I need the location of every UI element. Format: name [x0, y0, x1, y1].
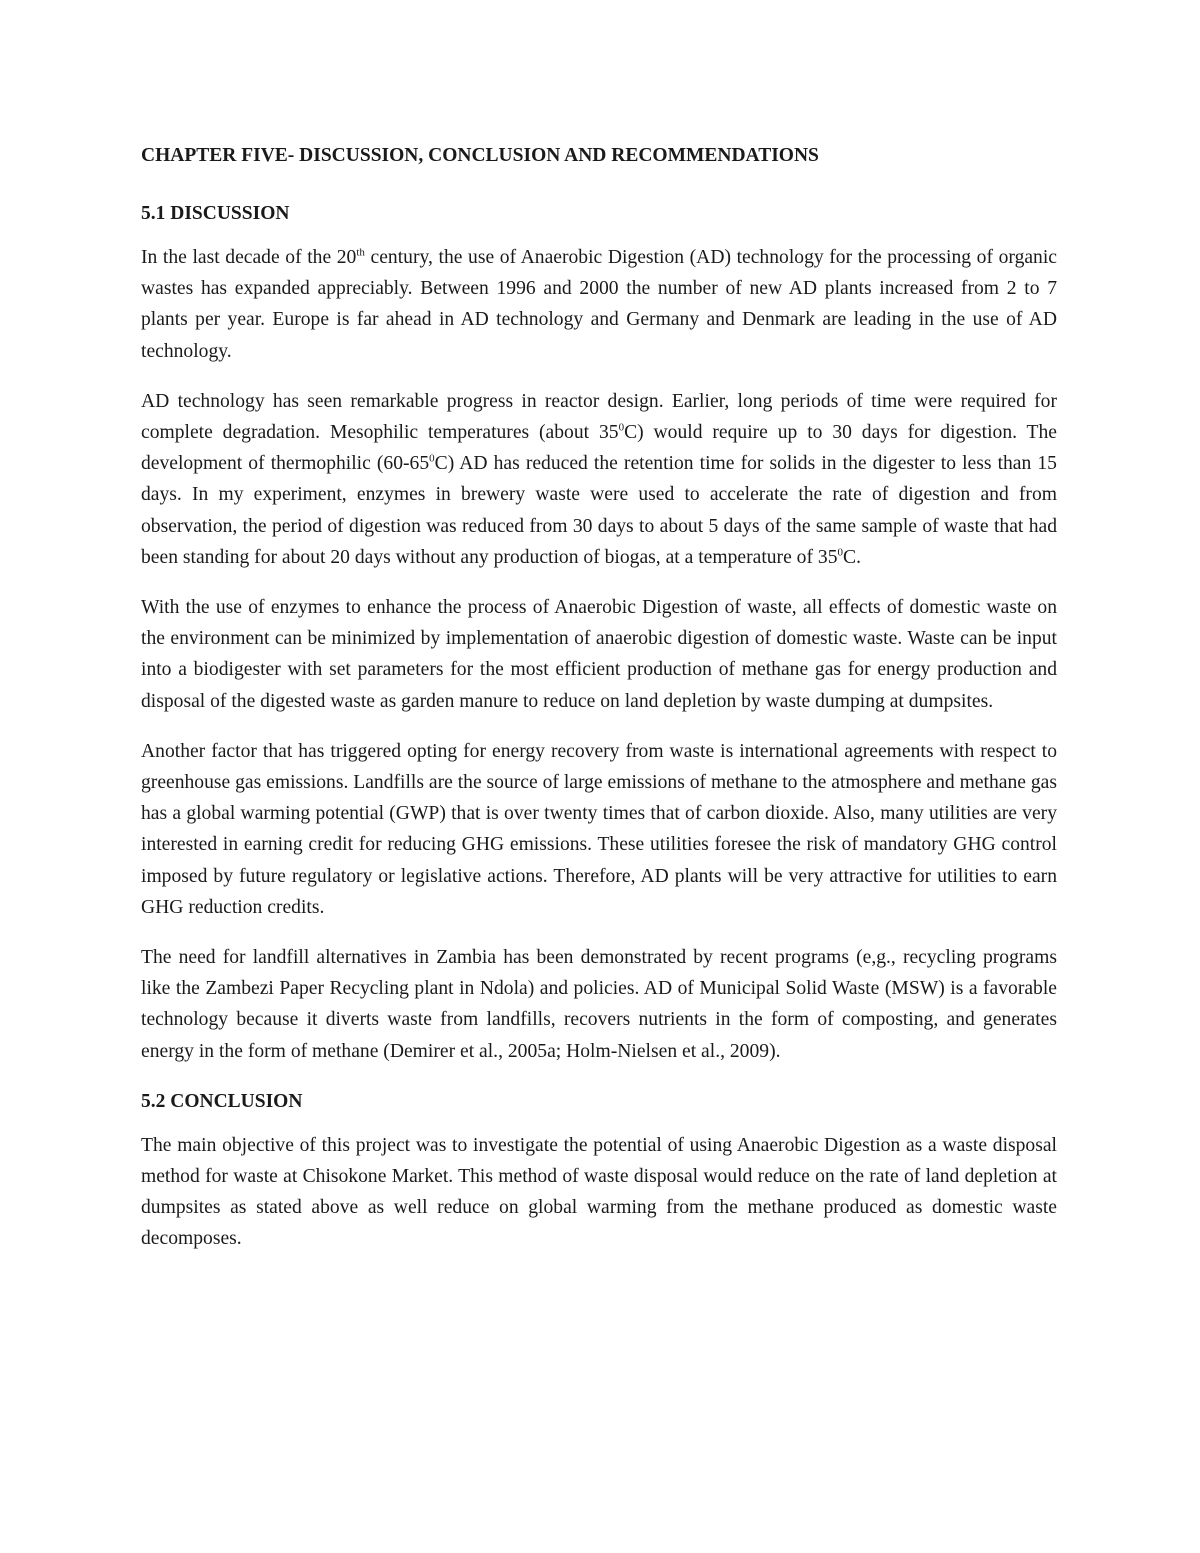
document-page	[141, 140, 1057, 1274]
text-run: C) AD has reduced the retention time for solids in the digester to less than 15 days. In my experiment, enzymes in brewery waste were used to accelerate the rate of digestion and from observation, the period of digestion was reduced from 30 days to about 5 days of the same sample of waste that had been standing for about 20 days without any production of biogas, at a temperature of 35	[141, 453, 1057, 568]
text-run: C.	[843, 546, 861, 568]
section-heading-conclusion: 5.2 CONCLUSION	[141, 1090, 303, 1112]
conclusion-paragraph-1: The main objective of this project was to investigate the potential of using Anaerobic Digestion as a waste disposal method for waste at Chisokone Market. This method of waste disposal would reduce on the rate of land depletion at dumpsites as stated above as well reduce on global warming from the methane produced as domestic waste decomposes.	[141, 1134, 1057, 1250]
section-heading-discussion: 5.1 DISCUSSION	[141, 203, 290, 224]
text-run: AD technology has seen remarkable progress in reactor design. Earlier, long periods of time were required for complete degradation. Mesophilic temperatures (about 35	[141, 390, 1057, 444]
superscript: th	[356, 246, 365, 259]
superscript: 0	[618, 421, 625, 434]
discussion-paragraph-3: With the use of enzymes to enhance the process of Anaerobic Digestion of waste, all effects of domestic waste on the environment can be minimized by implementation of anaerobic digestion of domestic waste. Waste can be input into a biodigester with set parameters for the most efficient production of methane gas for energy production and disposal of the digested waste as garden manure to reduce on land depletion by waste dumping at dumpsites.	[141, 597, 1057, 712]
text-run: In the last decade of the 20	[141, 247, 357, 268]
discussion-paragraph-4: Another factor that has triggered opting for energy recovery from waste is international agreements with respect to greenhouse gas emissions. Landfills are the source of large emissions of methane to the atmosphere and methane gas has a global warming potential (GWP) that is over twenty times that of carbon dioxide. Also, many utilities are very interested in earning credit for reducing GHG emissions. These utilities foresee the risk of mandatory GHG control imposed by future regulatory or legislative actions. Therefore, AD plants will be very attractive for utilities to earn GHG reduction credits.	[141, 740, 1057, 918]
text-run: century, the use of Anaerobic Digestion (AD) technology for the processing of organic wastes has expanded appreciably. Between 1996 and 2000 the number of new AD plants increased from 2 to 7 plants per year. Europe is far ahead in AD technology and Germany and Denmark are leading in the use of AD technology.	[141, 247, 1057, 362]
text-run: C) would require up to 30 days for digestion. The development of thermophilic (60-65	[141, 422, 1058, 475]
discussion-paragraph-1	[141, 242, 1057, 367]
discussion-paragraph-2	[141, 386, 1057, 573]
superscript: 0	[837, 546, 843, 559]
superscript: 0	[429, 452, 435, 465]
discussion-paragraph-5: The need for landfill alternatives in Zambia has been demonstrated by recent programs (e,g., recycling programs like the Zambezi Paper Recycling plant in Ndola) and policies. AD of Municipal Solid Waste (MSW) is a favorable technology because it diverts waste from landfills, recovers nutrients in the form of composting, and generates energy in the form of methane (Demirer et al., 2005a; Holm-Nielsen et al., 2009).	[141, 947, 1057, 1062]
chapter-title: CHAPTER FIVE- DISCUSSION, CONCLUSION AND RECOMMENDATIONS	[141, 145, 819, 166]
